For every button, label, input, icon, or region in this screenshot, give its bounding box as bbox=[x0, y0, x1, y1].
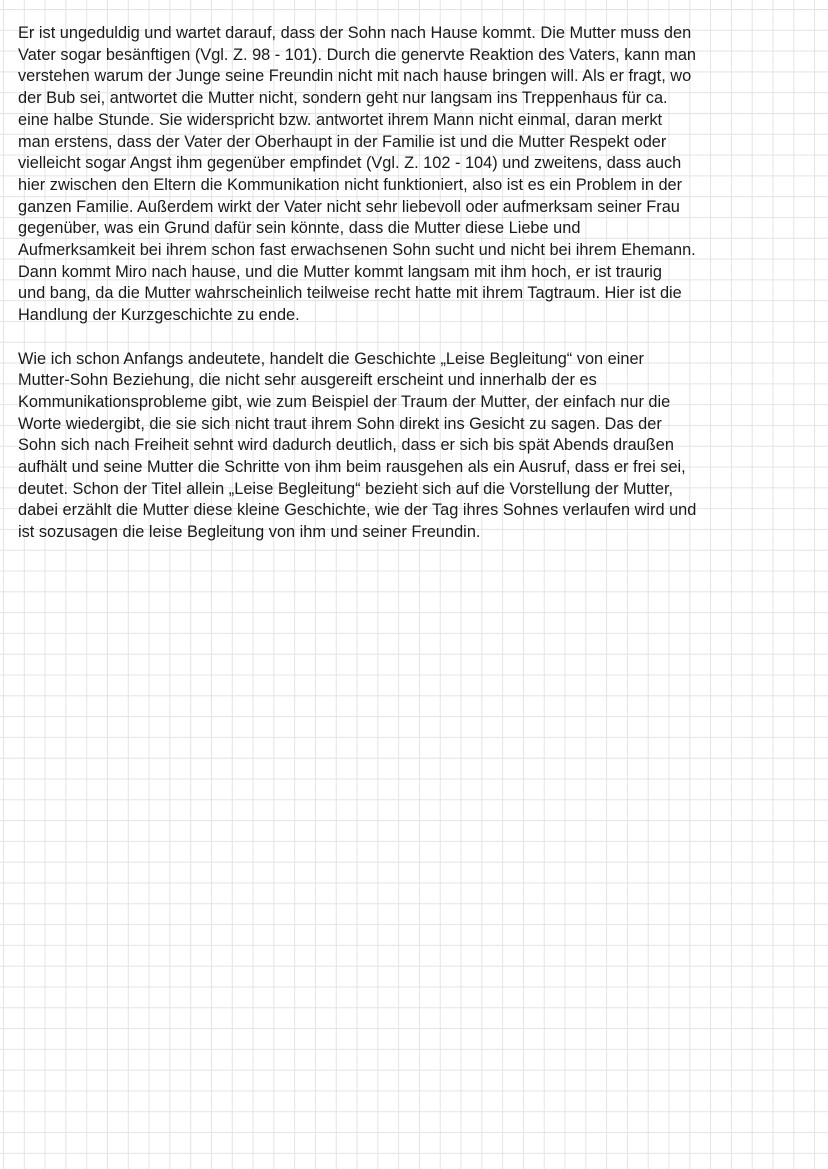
paragraph-gap bbox=[18, 327, 810, 349]
text-line: Wie ich schon Anfangs andeutete, handelt die Geschichte „Leise Begleitung“ von einer bbox=[18, 349, 645, 368]
text-line: ist sozusagen die leise Begleitung von ihm und seiner Freundin. bbox=[18, 523, 481, 542]
text-line: eine halbe Stunde. Sie widerspricht bzw. antwortet ihrem Mann nicht einmal, daran merkt bbox=[18, 110, 663, 129]
text-line: man erstens, dass der Vater der Oberhaupt in der Familie ist und die Mutter Respekt oder bbox=[18, 132, 667, 151]
text-line: und bang, da die Mutter wahrscheinlich teilweise recht hatte mit ihrem Tagtraum. Hier ist die bbox=[18, 284, 682, 303]
text-line: Aufmerksamkeit bei ihrem schon fast erwachsenen Sohn sucht und nicht bei ihrem Ehemann. bbox=[18, 241, 696, 260]
text-line: verstehen warum der Junge seine Freundin nicht mit nach hause bringen will. Als er fragt, wo bbox=[18, 67, 692, 86]
text-line: Mutter-Sohn Beziehung, die nicht sehr ausgereift erscheint und innerhalb der es bbox=[18, 371, 597, 390]
text-line: Sohn sich nach Freiheit sehnt wird dadurch deutlich, dass er sich bis spät Abends draußen bbox=[18, 436, 674, 455]
text-line: Handlung der Kurzgeschichte zu ende. bbox=[18, 306, 300, 325]
text-line: Dann kommt Miro nach hause, und die Mutter kommt langsam mit ihm hoch, er ist traurig bbox=[18, 262, 663, 281]
text-line: der Bub sei, antwortet die Mutter nicht, sondern geht nur langsam ins Treppenhaus für ca. bbox=[18, 89, 668, 108]
text-line: dabei erzählt die Mutter diese kleine Geschichte, wie der Tag ihres Sohnes verlaufen wird und bbox=[18, 501, 697, 520]
text-line: hier zwischen den Eltern die Kommunikation nicht funktioniert, also ist es ein Problem in der bbox=[18, 175, 683, 194]
text-line: aufhält und seine Mutter die Schritte von ihm beim rausgehen als ein Ausruf, dass er frei sei, bbox=[18, 458, 686, 477]
paragraph-1 bbox=[18, 23, 810, 327]
text-line: deutet. Schon der Titel allein „Leise Begleitung“ bezieht sich auf die Vorstellung der Mutter, bbox=[18, 479, 674, 498]
document-page bbox=[18, 23, 810, 544]
text-line: Worte wiedergibt, die sie sich nicht traut ihrem Sohn direkt ins Gesicht zu sagen. Das der bbox=[18, 414, 662, 433]
text-line: ganzen Familie. Außerdem wirkt der Vater nicht sehr liebevoll oder aufmerksam seiner Frau bbox=[18, 197, 680, 216]
paragraph-2 bbox=[18, 349, 810, 544]
text-line: Er ist ungeduldig und wartet darauf, dass der Sohn nach Hause kommt. Die Mutter muss den bbox=[18, 24, 692, 42]
text-line: Vater sogar besänftigen (Vgl. Z. 98 - 101). Durch die genervte Reaktion des Vaters, kann man bbox=[18, 45, 697, 64]
text-line: Kommunikationsprobleme gibt, wie zum Beispiel der Traum der Mutter, der einfach nur die bbox=[18, 392, 671, 411]
text-line: vielleicht sogar Angst ihm gegenüber empfindet (Vgl. Z. 102 - 104) und zweitens, dass auch bbox=[18, 154, 682, 173]
text-line: gegenüber, was ein Grund dafür sein könnte, dass die Mutter diese Liebe und bbox=[18, 219, 581, 238]
